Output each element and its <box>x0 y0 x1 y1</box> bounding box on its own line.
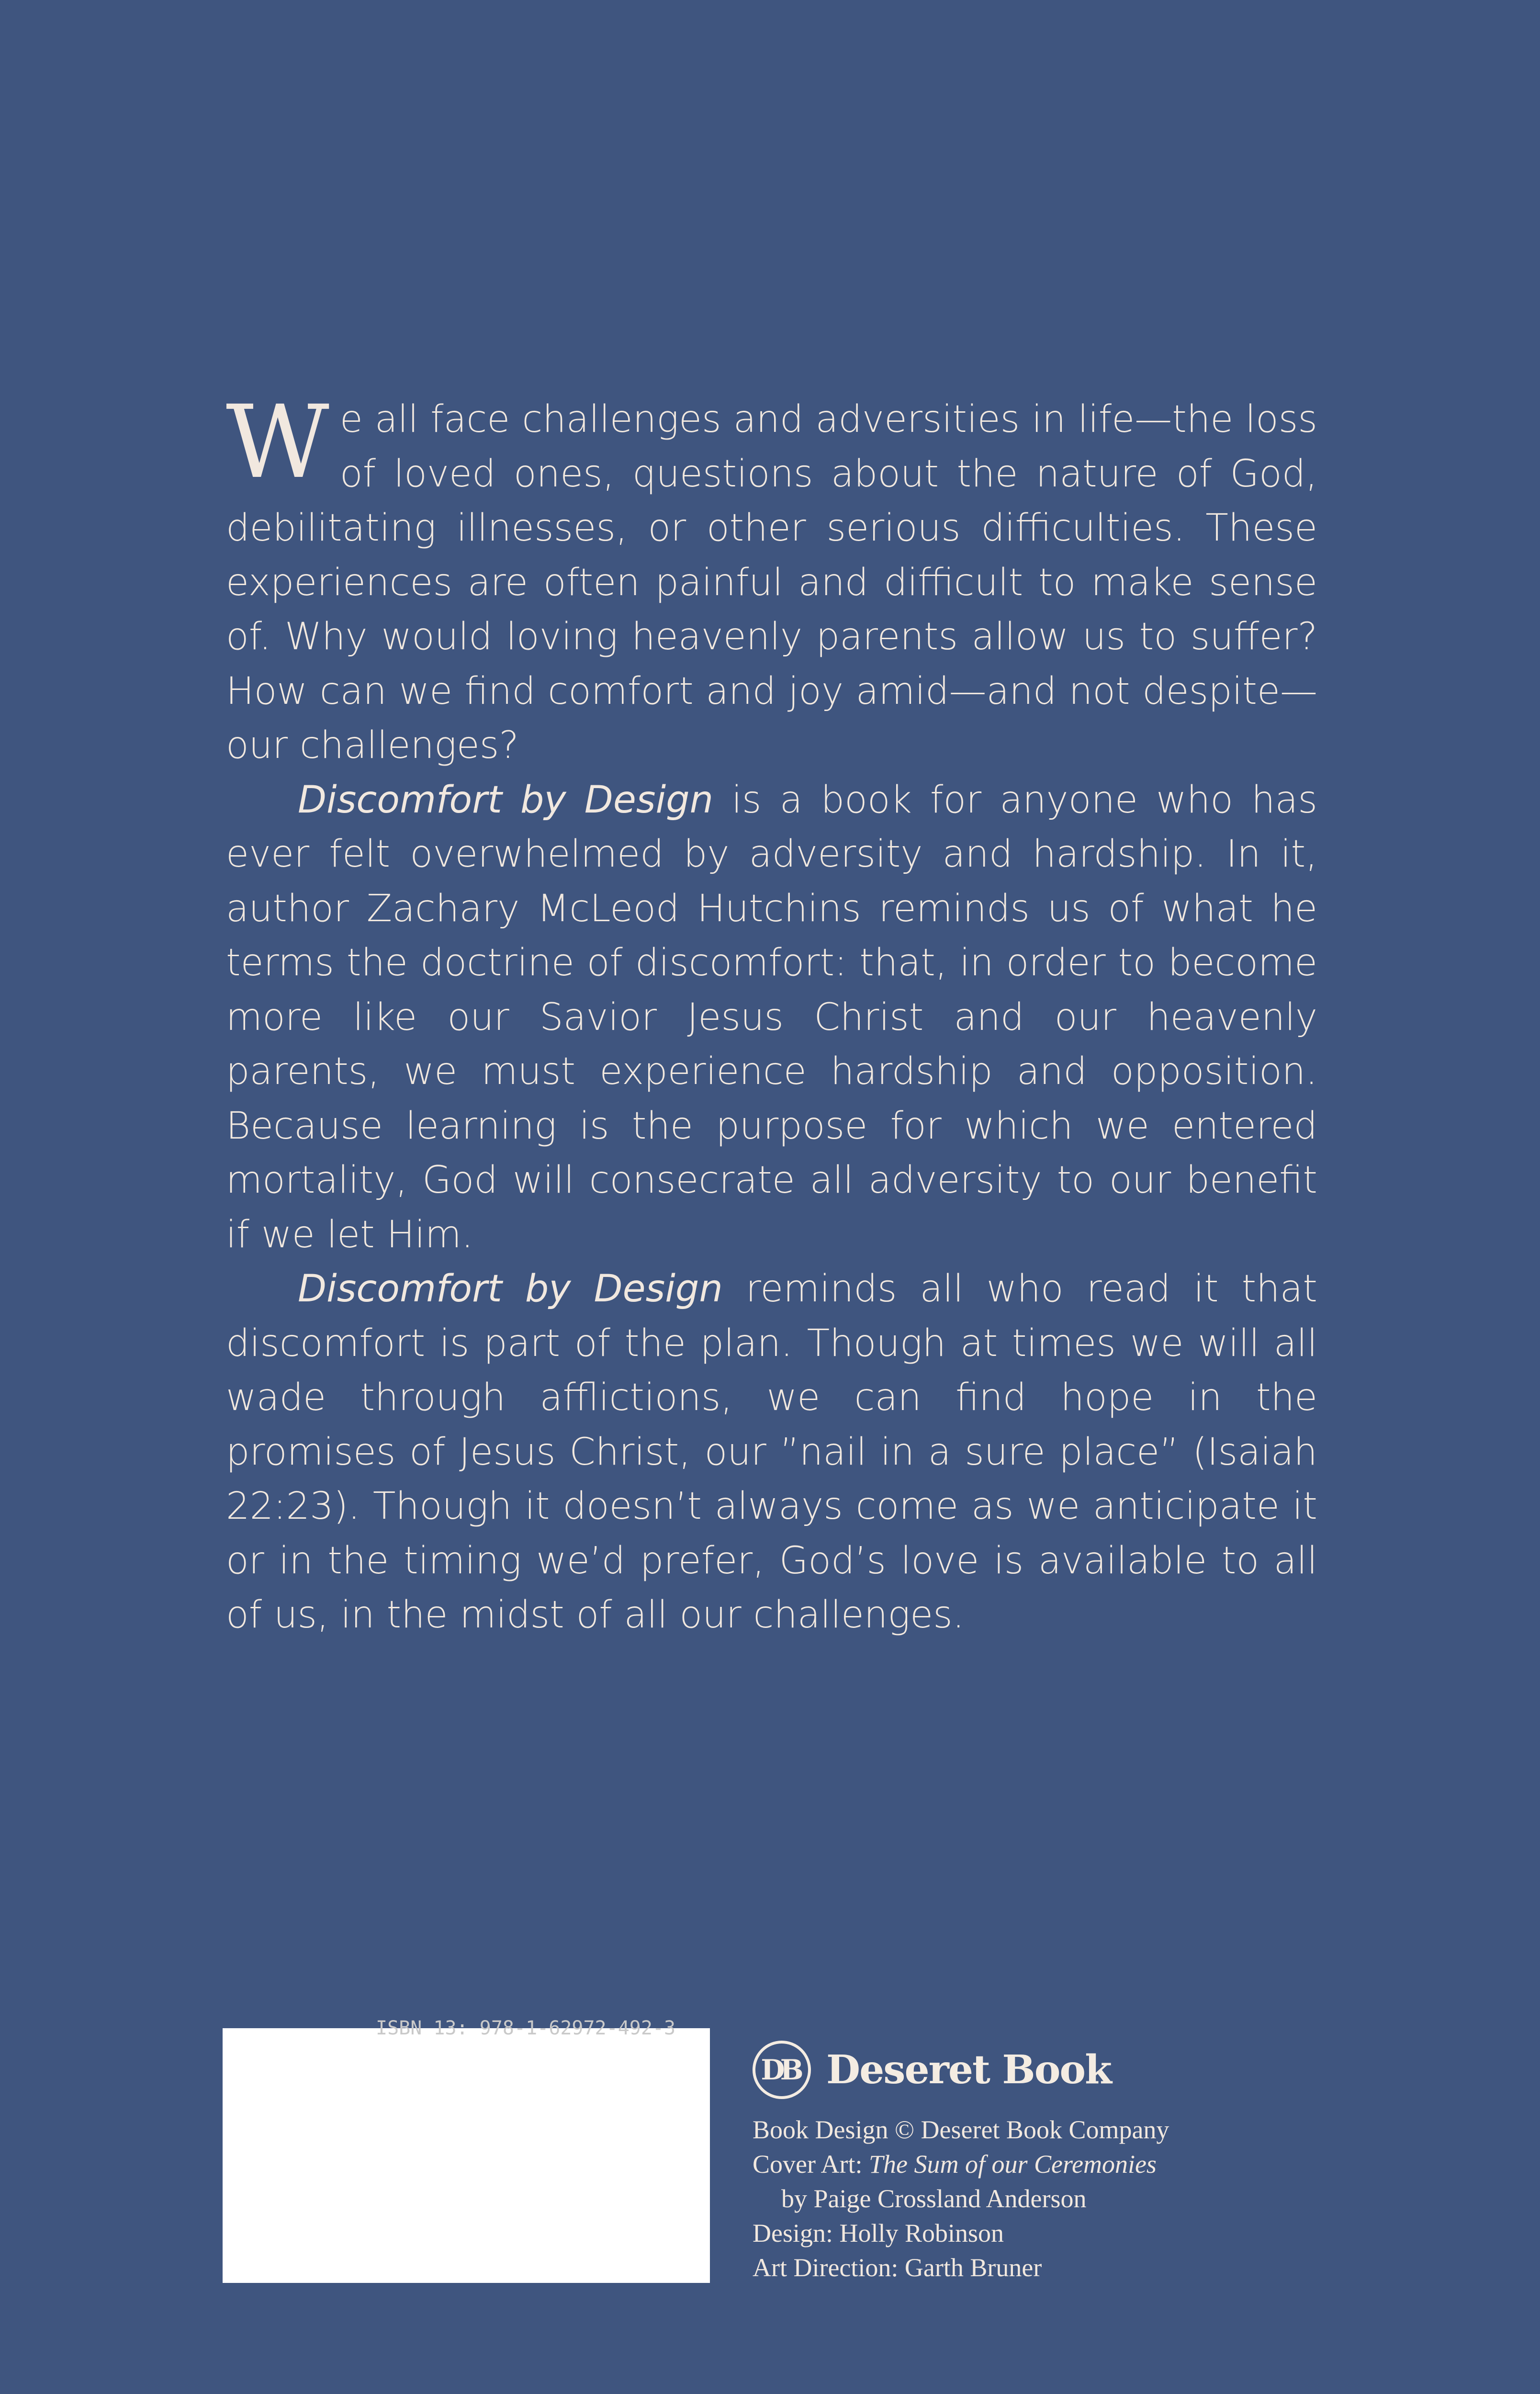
credit-design: Design: Holly Robinson <box>753 2219 1004 2247</box>
credit-cover-artist: by Paige Crossland Anderson <box>781 2184 1087 2213</box>
credit-book-design: Book Design © Deseret Book Company <box>753 2115 1169 2144</box>
credit-art-direction: Art Direction: Garth Bruner <box>753 2253 1042 2282</box>
back-cover-blurb <box>226 384 1318 1643</box>
blurb-paragraph-1-text: e all face challenges and adversities in life—the loss of loved ones, questions about the nature of God, debilitating illnesses, or other serious difficulties. These experiences are often painful and difficult to make sense of. Why would loving heavenly parents allow us to suffer? How can we find comfort and joy amid—and not despite—our challenges? <box>226 398 1317 767</box>
book-title-italic: Discomfort by Design <box>298 1267 723 1310</box>
book-title-italic: Discomfort by Design <box>298 778 714 822</box>
publisher-logo <box>753 2037 1111 2102</box>
blurb-paragraph-2-text: is a book for anyone who has ever felt overwhelmed by adversity and hardship. In it, author Zachary McLeod Hutchins reminds us of what he terms the doctrine of discomfort: that, in order to become more like our Savior Jesus Christ and our heavenly parents, we must experience hardship and opposition. Because learning is the purpose for which we entered mortality, God will consecrate all adversity to our benefit if we let Him. <box>226 778 1317 1256</box>
cover-art-title: The Sum of our Ceremonies <box>868 2150 1157 2179</box>
drop-cap-letter: W <box>226 384 329 501</box>
cover-art-label: Cover Art: <box>753 2150 869 2179</box>
blurb-paragraph-2 <box>226 773 1317 1263</box>
design-credits <box>753 2112 1169 2285</box>
barcode-area <box>223 2017 710 2283</box>
blurb-paragraph-1 <box>226 384 1317 773</box>
db-monogram-icon: DB <box>753 2041 811 2099</box>
credit-cover-art <box>753 2147 1169 2181</box>
blurb-paragraph-3-text: reminds all who read it that discomfort is part of the plan. Though at times we will all wade through afflictions, we can find hope in the promises of Jesus Christ, our ”nail in a sure place” (Isaiah 22:23). Though it doesn’t always come as we anticipate it or in the timing we’d prefer, God’s love is available to all of us, in the midst of all our challenges. <box>226 1267 1318 1637</box>
publisher-name: Deseret Book <box>826 2047 1111 2093</box>
isbn-text: ISBN 13: 978-1-62972-492-3 <box>376 2017 676 2039</box>
blurb-paragraph-3 <box>226 1262 1317 1643</box>
